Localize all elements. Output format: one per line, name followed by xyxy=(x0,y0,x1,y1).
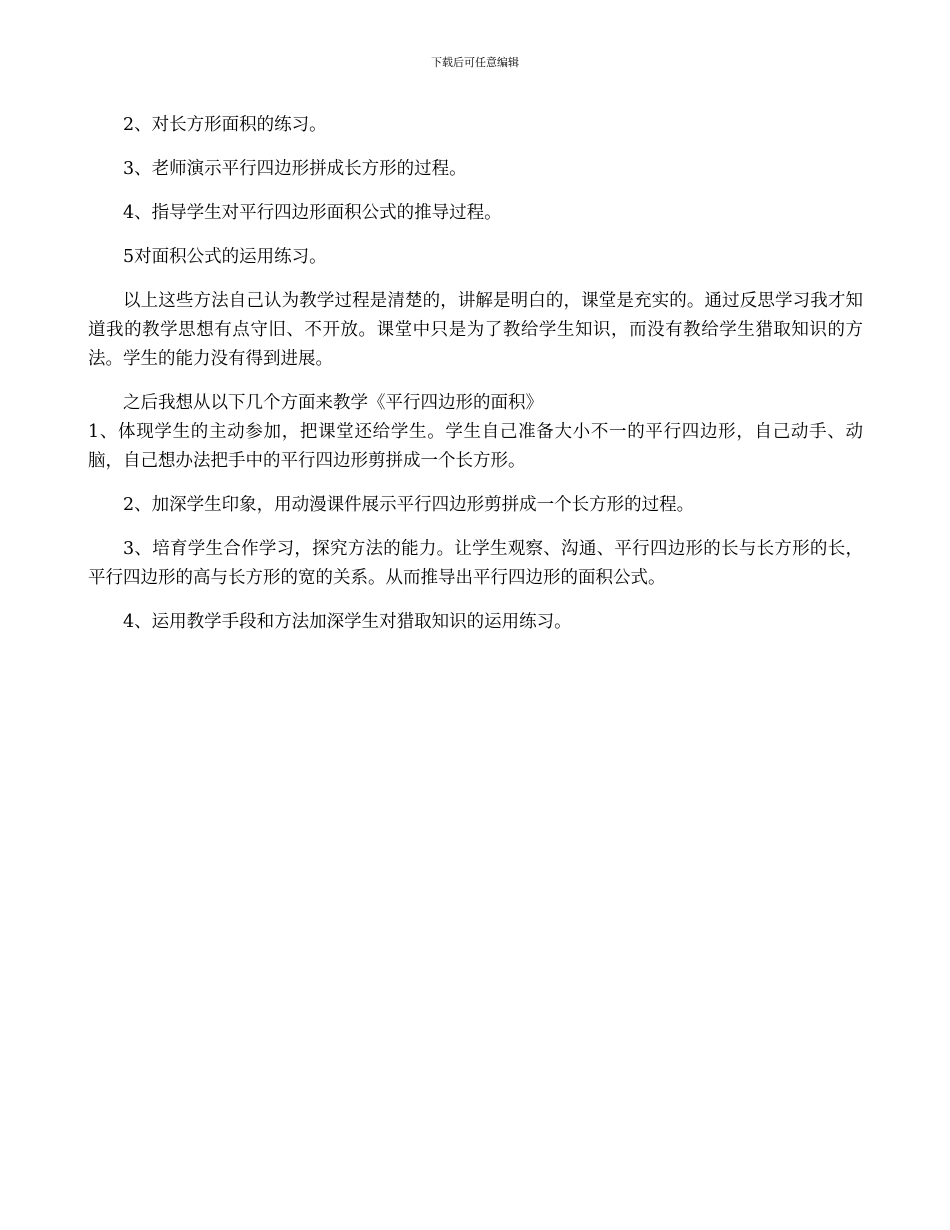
paragraph-formula-practice: 5对面积公式的运用练习。 xyxy=(123,247,327,267)
paragraph-plan-intro: 之后我想从以下几个方面来教学《平行四边形的面积》 xyxy=(123,393,543,413)
paragraph-plan-item-3: 3、培育学生合作学习，探究方法的能力。让学生观察、沟通、平行四边形的长与长方形的长，平行四边形的高与长方形的宽的关系。从而推导出平行四边形的面积公式。 xyxy=(88,539,863,588)
page-header: 下载后可任意编辑 xyxy=(431,56,519,69)
paragraph-rectangle-practice: 2、对长方形面积的练习。 xyxy=(123,115,327,135)
paragraph-teacher-demo: 3、老师演示平行四边形拼成长方形的过程。 xyxy=(123,159,467,179)
paragraph-plan-item-4: 4、运用教学手段和方法加深学生对猎取知识的运用练习。 xyxy=(123,612,572,632)
paragraph-formula-derivation: 4、指导学生对平行四边形面积公式的推导过程。 xyxy=(123,203,502,223)
document-body xyxy=(88,111,863,652)
paragraph-reflection: 以上这些方法自己认为教学过程是清楚的，讲解是明白的，课堂是充实的。通过反思学习我才知道我的教学思想有点守旧、不开放。课堂中只是为了教给学生知识，而没有教给学生猎取知识的方法。学生的能力没有得到进展。 xyxy=(88,291,863,369)
paragraph-plan-item-2: 2、加深学生印象，用动漫课件展示平行四边形剪拼成一个长方形的过程。 xyxy=(123,495,695,515)
paragraph-plan-item-1: 1、体现学生的主动参加，把课堂还给学生。学生自己准备大小不一的平行四边形，自己动手、动脑，自己想办法把手中的平行四边形剪拼成一个长方形。 xyxy=(88,422,863,471)
